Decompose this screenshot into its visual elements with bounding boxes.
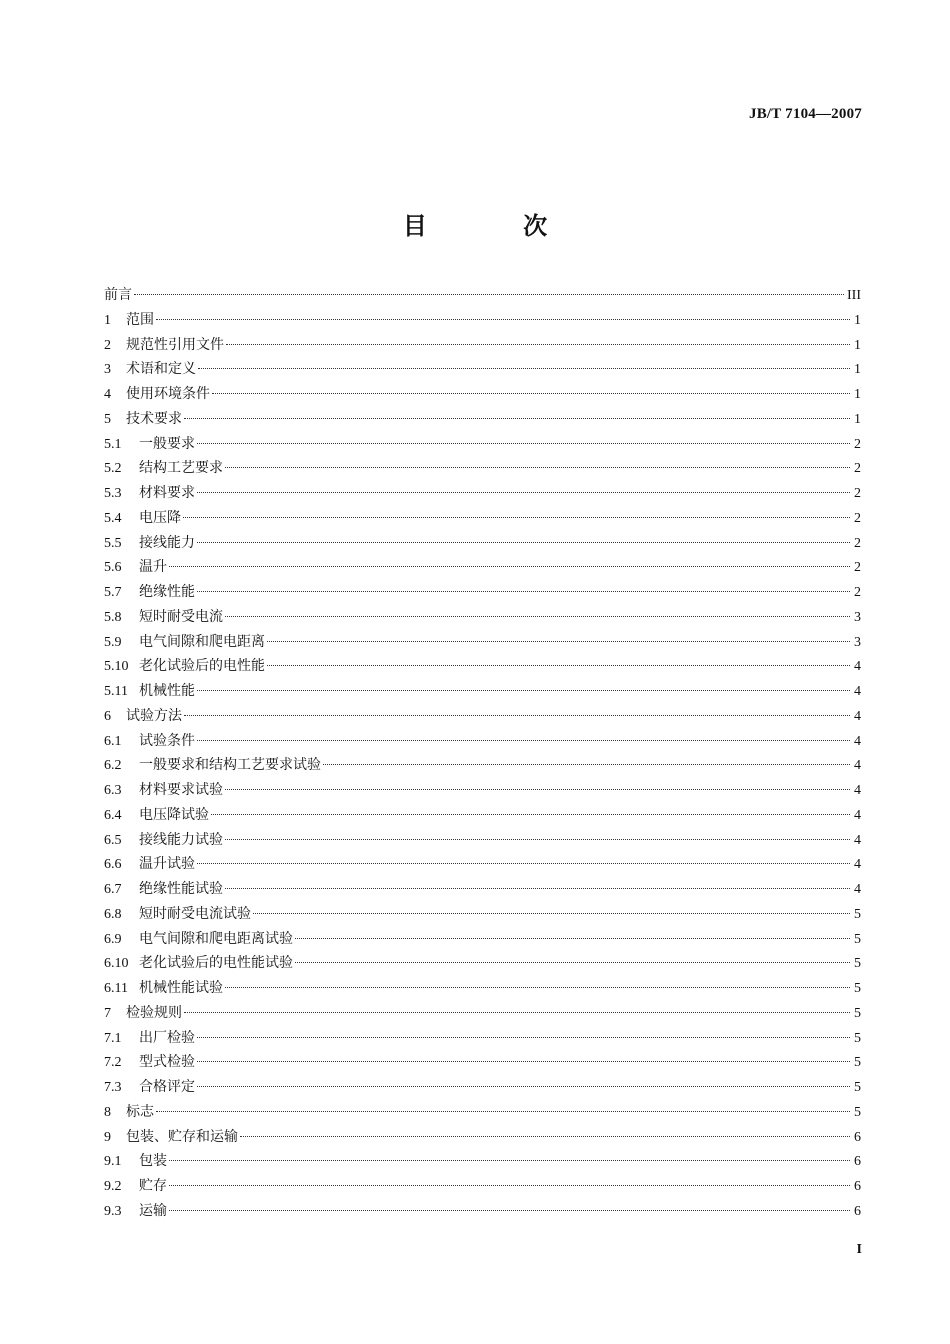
toc-entry[interactable] — [104, 432, 861, 457]
toc-entry[interactable] — [104, 654, 861, 679]
toc-entry-number: 9.1 — [104, 1154, 122, 1170]
toc-entry[interactable] — [104, 679, 861, 704]
toc-entry[interactable] — [104, 778, 861, 803]
toc-entry-page: 4 — [854, 783, 861, 798]
toc-entry[interactable] — [104, 357, 861, 382]
toc-entry-number: 5.3 — [104, 486, 122, 501]
toc-entry-label: 接线能力 — [139, 534, 195, 551]
toc-entry-number: 6.5 — [104, 832, 122, 848]
toc-leader-dots — [197, 863, 850, 864]
toc-entry-label: 机械性能试验 — [139, 980, 223, 996]
toc-leader-dots — [211, 814, 850, 815]
toc-entry-label: 电压降试验 — [139, 806, 209, 823]
toc-entry-page: 5 — [854, 931, 861, 947]
toc-entry-label: 型式检验 — [139, 1054, 195, 1071]
toc-entry[interactable] — [104, 407, 861, 432]
toc-entry-label: 试验方法 — [126, 707, 182, 724]
toc-entry-number: 6.6 — [104, 857, 122, 873]
toc-entry[interactable] — [104, 580, 861, 605]
toc-entry-page: 4 — [854, 684, 861, 699]
toc-leader-dots — [197, 492, 850, 493]
toc-leader-dots — [184, 715, 850, 716]
toc-entry[interactable] — [104, 1050, 861, 1075]
toc-entry-page: 4 — [854, 857, 861, 873]
toc-entry-label: 标志 — [126, 1103, 154, 1120]
toc-entry[interactable] — [104, 976, 861, 1001]
toc-entry-page: 5 — [854, 1005, 861, 1021]
toc-entry-label: 出厂检验 — [139, 1029, 195, 1046]
toc-entry-label: 温升 — [139, 559, 167, 576]
toc-entry-page: 1 — [854, 411, 861, 427]
toc-entry-label: 一般要求和结构工艺要求试验 — [139, 757, 321, 774]
toc-leader-dots — [183, 517, 850, 518]
toc-entry-number: 7.2 — [104, 1055, 122, 1071]
toc-leader-dots — [184, 1012, 850, 1013]
toc-entry[interactable] — [104, 1075, 861, 1100]
toc-entry[interactable] — [104, 308, 861, 333]
toc-entry[interactable] — [104, 753, 861, 778]
toc-entry-page: 5 — [854, 906, 861, 922]
toc-entry[interactable] — [104, 828, 861, 853]
toc-entry[interactable] — [104, 1199, 861, 1224]
toc-entry-number: 6 — [104, 708, 111, 724]
toc-entry-page: 2 — [854, 461, 861, 477]
toc-entry-number: 8 — [104, 1104, 111, 1120]
toc-leader-dots — [197, 542, 850, 543]
toc-entry[interactable] — [104, 951, 861, 976]
toc-leader-dots — [225, 839, 850, 840]
toc-entry-label: 结构工艺要求 — [139, 460, 223, 477]
toc-entry-number: 9.3 — [104, 1203, 122, 1219]
toc-entry[interactable] — [104, 555, 861, 580]
toc-entry-page: 5 — [854, 1080, 861, 1095]
toc-entry[interactable] — [104, 481, 861, 506]
toc-entry[interactable] — [104, 630, 861, 655]
toc-entry-number: 6.9 — [104, 931, 122, 947]
toc-entry-label: 电气间隙和爬电距离 — [139, 633, 265, 650]
toc-leader-dots — [197, 1037, 850, 1038]
page-title: 目 次 — [402, 212, 592, 240]
toc-entry[interactable] — [104, 382, 861, 407]
toc-entry-label: 合格评定 — [139, 1079, 195, 1095]
toc-entry-page: 6 — [854, 1154, 861, 1170]
toc-entry-number: 9.2 — [104, 1179, 122, 1194]
toc-entry[interactable] — [104, 531, 861, 556]
toc-leader-dots — [197, 1061, 850, 1062]
toc-entry-label: 包装 — [139, 1153, 167, 1170]
toc-entry-number: 6.1 — [104, 733, 122, 749]
toc-entry-page: 4 — [854, 807, 861, 823]
toc-entry-page: 1 — [854, 337, 861, 353]
toc-entry-label: 短时耐受电流试验 — [139, 905, 251, 922]
toc-entry-label: 接线能力试验 — [139, 831, 223, 848]
toc-entry[interactable] — [104, 1174, 861, 1199]
page-number: I — [856, 1242, 862, 1257]
toc-entry-label: 短时耐受电流 — [139, 608, 223, 625]
toc-leader-dots — [323, 764, 850, 765]
toc-entry-number: 9 — [104, 1129, 111, 1145]
toc-leader-dots — [225, 467, 850, 468]
toc-leader-dots — [197, 690, 850, 691]
toc-leader-dots — [226, 344, 850, 345]
standard-code: JB/T 7104—2007 — [749, 106, 862, 122]
toc-leader-dots — [253, 913, 850, 914]
toc-entry-page: 2 — [854, 535, 861, 551]
toc-leader-dots — [169, 1160, 850, 1161]
toc-entry-label: 技术要求 — [126, 410, 182, 427]
toc-entry-number: 6.8 — [104, 906, 122, 922]
toc-entry-label: 贮存 — [139, 1178, 167, 1194]
toc-entry-number: 5.5 — [104, 535, 122, 551]
toc-entry[interactable] — [104, 877, 861, 902]
toc-entry-number: 5.10 — [104, 659, 129, 675]
toc-entry-page: 1 — [854, 387, 861, 402]
toc-entry-label: 机械性能 — [139, 683, 195, 699]
toc-entry-number: 6.3 — [104, 783, 122, 798]
toc-entry-number: 7.1 — [104, 1030, 122, 1046]
toc-leader-dots — [225, 987, 850, 988]
toc-entry-page: 5 — [854, 981, 861, 996]
toc-entry-label: 术语和定义 — [126, 361, 196, 378]
toc-leader-dots — [197, 443, 850, 444]
toc-entry-number: 6.10 — [104, 956, 129, 972]
toc-entry-label: 前言 — [104, 287, 132, 303]
toc-entry-number: 6.2 — [104, 758, 122, 774]
toc-entry[interactable] — [104, 506, 861, 531]
toc-entry-label: 绝缘性能 — [139, 584, 195, 600]
toc-entry[interactable] — [104, 852, 861, 877]
toc-entry[interactable] — [104, 803, 861, 828]
toc-entry-page: 2 — [854, 585, 861, 600]
toc-entry-label: 包装、贮存和运输 — [126, 1128, 238, 1145]
toc-entry[interactable] — [104, 283, 861, 308]
toc-entry-page: 1 — [854, 312, 861, 328]
toc-entry-page: 3 — [854, 609, 861, 625]
toc-entry[interactable] — [104, 1100, 861, 1125]
toc-leader-dots — [184, 418, 850, 419]
toc-entry-page: 4 — [854, 758, 861, 774]
toc-entry[interactable] — [104, 902, 861, 927]
toc-entry-page: 4 — [854, 832, 861, 848]
toc-leader-dots — [295, 962, 850, 963]
toc-entry-number: 5.8 — [104, 609, 122, 625]
toc-entry-number: 5.11 — [104, 684, 128, 699]
toc-entry-number: 5.7 — [104, 585, 122, 600]
toc-entry-page: 5 — [854, 1104, 861, 1120]
toc-entry-number: 6.7 — [104, 882, 122, 897]
toc-leader-dots — [197, 740, 850, 741]
toc-entry[interactable] — [104, 704, 861, 729]
toc-leader-dots — [240, 1136, 850, 1137]
toc-entry[interactable] — [104, 1125, 861, 1150]
toc-leader-dots — [156, 1111, 850, 1112]
toc-entry-page: 4 — [854, 733, 861, 749]
toc-leader-dots — [225, 789, 850, 790]
toc-entry[interactable] — [104, 333, 861, 358]
toc-entry-page: 5 — [854, 1055, 861, 1071]
toc-leader-dots — [267, 665, 850, 666]
toc-entry-number: 5.9 — [104, 634, 122, 650]
toc-entry-number: 7.3 — [104, 1080, 122, 1095]
toc-leader-dots — [295, 938, 850, 939]
toc-leader-dots — [169, 1210, 850, 1211]
toc-entry[interactable] — [104, 456, 861, 481]
toc-leader-dots — [267, 641, 850, 642]
toc-entry[interactable] — [104, 1149, 861, 1174]
toc-entry-page: 2 — [854, 510, 861, 526]
toc-entry-label: 材料要求试验 — [139, 782, 223, 798]
toc-entry-page: 6 — [854, 1179, 861, 1194]
toc-entry[interactable] — [104, 1001, 861, 1026]
toc-entry-label: 运输 — [139, 1202, 167, 1219]
toc-entry-number: 2 — [104, 337, 111, 353]
toc-entry-page: 6 — [854, 1129, 861, 1145]
table-of-contents — [104, 283, 861, 1224]
toc-entry-page: 5 — [854, 1030, 861, 1046]
toc-entry-number: 5.2 — [104, 461, 122, 477]
toc-entry-number: 1 — [104, 312, 111, 328]
toc-entry-label: 试验条件 — [139, 732, 195, 749]
toc-entry-label: 材料要求 — [139, 485, 195, 501]
toc-leader-dots — [156, 319, 850, 320]
toc-leader-dots — [197, 591, 850, 592]
toc-entry-label: 老化试验后的电性能试验 — [139, 955, 293, 972]
toc-entry-page: 2 — [854, 486, 861, 501]
toc-entry-label: 绝缘性能试验 — [139, 881, 223, 897]
toc-leader-dots — [197, 1086, 850, 1087]
toc-entry[interactable] — [104, 927, 861, 952]
toc-entry-label: 老化试验后的电性能 — [139, 658, 265, 675]
toc-entry-number: 4 — [104, 387, 111, 402]
toc-leader-dots — [169, 1185, 850, 1186]
toc-entry-page: 5 — [854, 956, 861, 972]
toc-leader-dots — [134, 294, 844, 295]
toc-entry-label: 使用环境条件 — [126, 386, 210, 402]
toc-entry-number: 6.11 — [104, 981, 128, 996]
toc-leader-dots — [198, 368, 850, 369]
toc-entry-page: 4 — [854, 882, 861, 897]
toc-leader-dots — [225, 888, 850, 889]
toc-entry-number: 6.4 — [104, 807, 122, 823]
toc-entry-page: 2 — [854, 560, 861, 576]
toc-entry-number: 5.6 — [104, 560, 122, 576]
toc-entry[interactable] — [104, 729, 861, 754]
toc-entry-number: 5 — [104, 411, 111, 427]
toc-leader-dots — [169, 566, 850, 567]
toc-entry-label: 规范性引用文件 — [126, 336, 224, 353]
toc-entry-label: 电压降 — [139, 509, 181, 526]
toc-entry-number: 7 — [104, 1005, 111, 1021]
toc-entry-page: III — [847, 288, 861, 303]
toc-entry-label: 电气间隙和爬电距离试验 — [139, 930, 293, 947]
toc-entry[interactable] — [104, 605, 861, 630]
toc-leader-dots — [212, 393, 850, 394]
toc-entry-page: 4 — [854, 659, 861, 675]
toc-entry-page: 4 — [854, 708, 861, 724]
toc-entry-label: 一般要求 — [139, 435, 195, 452]
toc-entry-label: 检验规则 — [126, 1004, 182, 1021]
toc-entry-page: 6 — [854, 1203, 861, 1219]
toc-entry-page: 1 — [854, 362, 861, 378]
toc-entry-number: 5.1 — [104, 436, 122, 452]
toc-leader-dots — [225, 616, 850, 617]
toc-entry[interactable] — [104, 1026, 861, 1051]
toc-entry-page: 2 — [854, 436, 861, 452]
toc-entry-label: 温升试验 — [139, 856, 195, 873]
toc-entry-label: 范围 — [126, 311, 154, 328]
toc-entry-page: 3 — [854, 634, 861, 650]
toc-entry-number: 5.4 — [104, 510, 122, 526]
toc-entry-number: 3 — [104, 362, 111, 378]
